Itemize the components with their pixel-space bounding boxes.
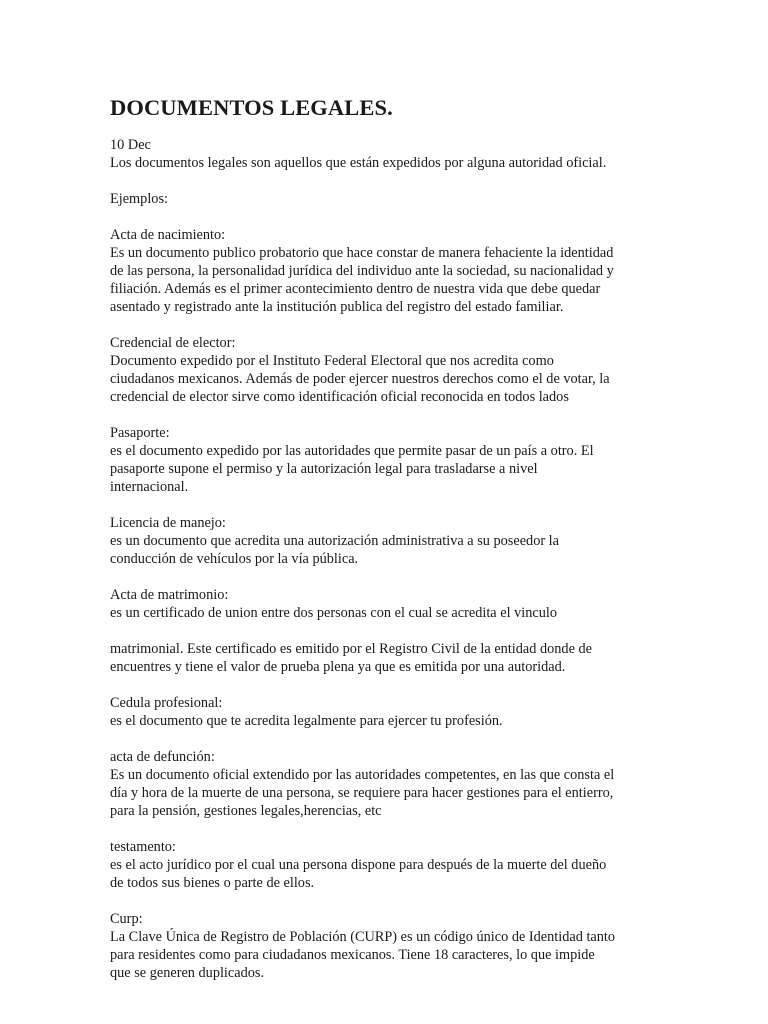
sections-container [110,226,662,982]
section-block [110,586,662,676]
section-text-line: credencial de elector sirve como identificación oficial reconocida en todos lados [110,389,569,405]
section-heading: Licencia de manejo: [110,515,226,531]
section-heading: Pasaporte: [110,425,170,441]
section-text-line: Es un documento publico probatorio que hace constar de manera fehaciente la identidad [110,245,614,261]
section-block [110,424,662,496]
section-block [110,838,662,892]
section-text-line: de las persona, la personalidad jurídica del individuo ante la sociedad, su nacionalidad y [110,263,614,279]
section-text-line: es el documento expedido por las autoridades que permite pasar de un país a otro. El [110,443,594,459]
section-text-line: es el acto jurídico por el cual una persona dispone para después de la muerte del dueño [110,857,607,873]
section-text-line: es un certificado de union entre dos personas con el cual se acredita el vinculo [110,605,558,621]
section-text-line: de todos sus bienes o parte de ellos. [110,875,315,891]
section-text-line: para la pensión, gestiones legales,herencias, etc [110,803,382,819]
section-text-line: La Clave Única de Registro de Población (CURP) es un código único de Identidad tanto [110,929,616,945]
section-heading: Credencial de elector: [110,335,236,351]
section-block [110,748,662,820]
section-heading: testamento: [110,839,176,855]
examples-heading: Ejemplos: [110,191,168,207]
section-heading: Curp: [110,911,143,927]
section-text-line: pasaporte supone el permiso y la autorización legal para trasladarse a nivel [110,461,538,477]
section-block [110,334,662,406]
section-heading: Acta de matrimonio: [110,587,229,603]
section-heading: Cedula profesional: [110,695,223,711]
section-text-line: conducción de vehículos por la vía pública. [110,551,359,567]
section-text-line: filiación. Además es el primer acontecimiento dentro de nuestra vida que debe quedar [110,281,601,297]
section-block [110,910,662,982]
section-text-line: que se generen duplicados. [110,965,265,981]
section-block [110,694,662,730]
intro-paragraph: Los documentos legales son aquellos que están expedidos por alguna autoridad oficial. [110,155,607,171]
section-heading: Acta de nacimiento: [110,227,226,243]
section-text-line: día y hora de la muerte de una persona, se requiere para hacer gestiones para el entierro, [110,785,614,801]
section-block [110,514,662,568]
section-heading: acta de defunción: [110,749,215,765]
section-text-line: internacional. [110,479,189,495]
section-text-line: para residentes como para ciudadanos mexicanos. Tiene 18 caracteres, lo que impide [110,947,595,963]
section-text-line: encuentres y tiene el valor de prueba plena ya que es emitida por una autoridad. [110,659,566,675]
document-page [110,94,662,982]
section-text-line: asentado y registrado ante la institución publica del registro del estado familiar. [110,299,564,315]
section-block [110,226,662,316]
section-text-line: Es un documento oficial extendido por las autoridades competentes, en las que consta el [110,767,615,783]
section-text-line: Documento expedido por el Instituto Federal Electoral que nos acredita como [110,353,554,369]
section-text-line: es un documento que acredita una autorización administrativa a su poseedor la [110,533,559,549]
document-title: DOCUMENTOS LEGALES. [110,95,393,120]
section-text-line: ciudadanos mexicanos. Además de poder ejercer nuestros derechos como el de votar, la [110,371,610,387]
section-text-line: es el documento que te acredita legalmente para ejercer tu profesión. [110,713,503,729]
section-text-line: matrimonial. Este certificado es emitido por el Registro Civil de la entidad donde de [110,641,592,657]
document-date: 10 Dec [110,137,151,153]
